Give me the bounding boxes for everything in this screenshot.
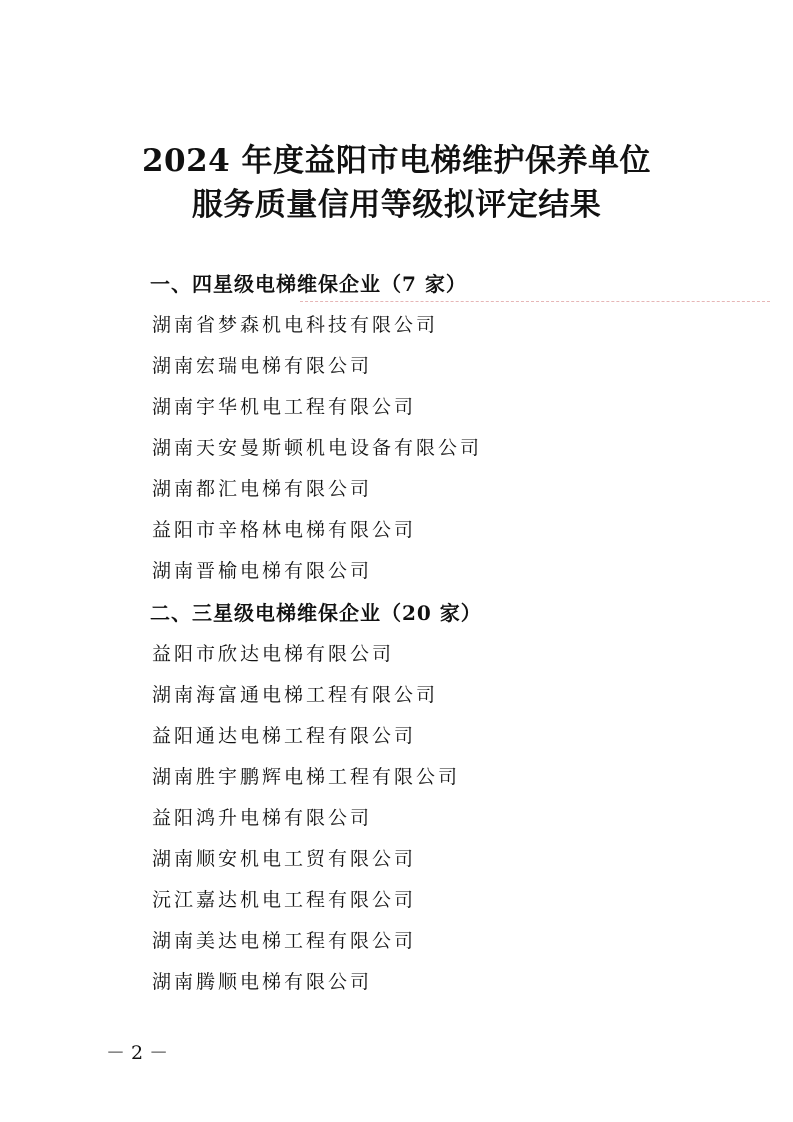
list-item: 湖南天安曼斯顿机电设备有限公司 — [152, 437, 483, 459]
list-item: 湖南胜宇鹏辉电梯工程有限公司 — [152, 766, 461, 788]
list-item: 湖南海富通电梯工程有限公司 — [152, 684, 439, 706]
list-item: 益阳通达电梯工程有限公司 — [152, 725, 417, 747]
list-item: 益阳鸿升电梯有限公司 — [152, 807, 373, 829]
list-item: 湖南都汇电梯有限公司 — [152, 478, 373, 500]
list-item: 湖南省梦森机电科技有限公司 — [152, 314, 439, 336]
section-heading-three-star: 二、三星级电梯维保企业（20 家） — [150, 601, 482, 625]
list-item: 湖南顺安机电工贸有限公司 — [152, 848, 417, 870]
list-item: 益阳市辛格林电梯有限公司 — [152, 519, 417, 541]
document-title-line-1: 2024 年度益阳市电梯维护保养单位 — [141, 143, 652, 179]
scan-artifact-line — [300, 301, 770, 302]
document-title-line-2: 服务质量信用等级拟评定结果 — [191, 187, 602, 223]
list-item: 益阳市欣达电梯有限公司 — [152, 643, 395, 665]
list-item: 湖南腾顺电梯有限公司 — [152, 971, 373, 993]
list-item: 湖南美达电梯工程有限公司 — [152, 930, 417, 952]
list-item: 湖南晋榆电梯有限公司 — [152, 560, 373, 582]
section-heading-four-star: 一、四星级电梯维保企业（7 家） — [150, 272, 467, 296]
page-number: － 2 － — [106, 1042, 169, 1064]
list-item: 湖南宏瑞电梯有限公司 — [152, 355, 373, 377]
list-item: 湖南宇华机电工程有限公司 — [152, 396, 417, 418]
list-item: 沅江嘉达机电工程有限公司 — [152, 889, 417, 911]
